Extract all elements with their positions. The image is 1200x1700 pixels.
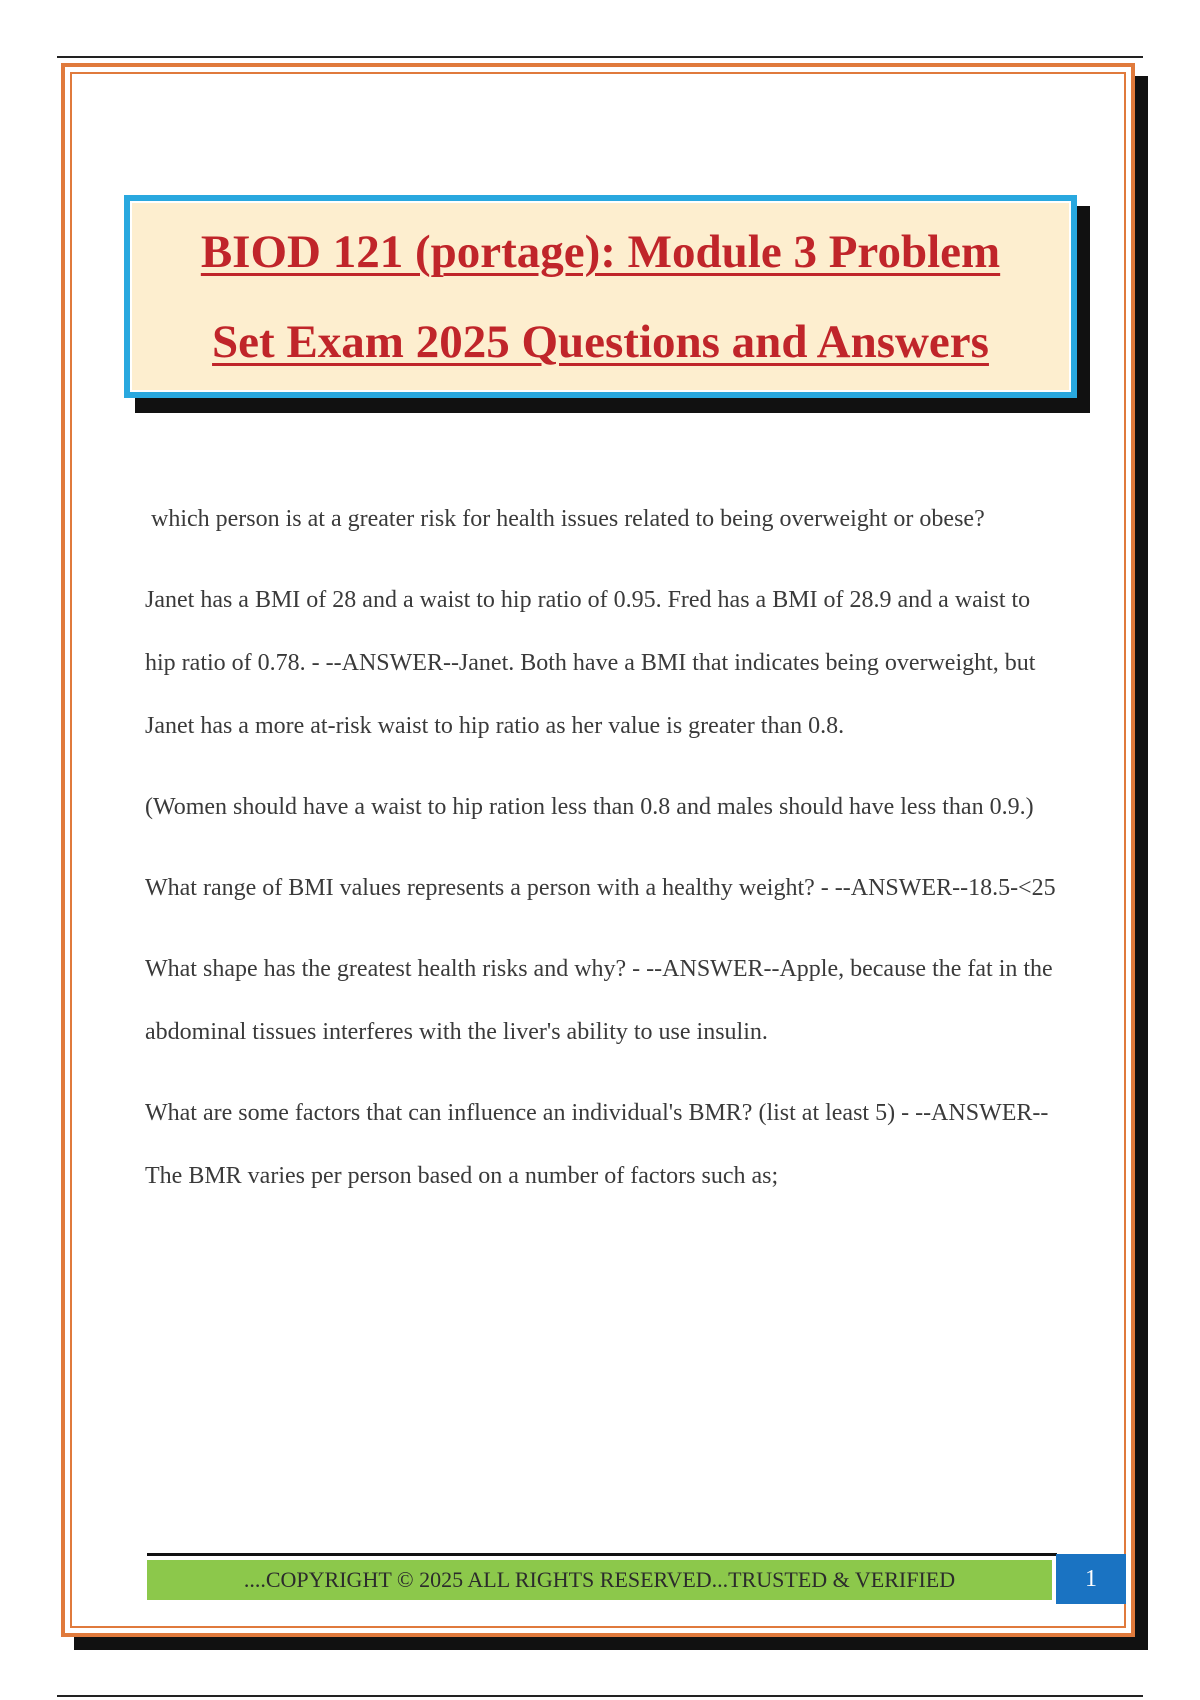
top-rule bbox=[57, 56, 1143, 58]
title-box-inner bbox=[130, 201, 1071, 392]
document-title-line-1: BIOD 121 (portage): Module 3 Problem bbox=[200, 225, 1001, 278]
copyright-text: ....COPYRIGHT © 2025 ALL RIGHTS RESERVED...TRUSTED & VERIFIED bbox=[243, 1567, 956, 1592]
footer-bar bbox=[147, 1560, 1052, 1600]
question-answer-paragraph: What shape has the greatest health risks and why? - --ANSWER--Apple, because the fat in the abdominal tissues interferes with the liver's ability to use insulin. bbox=[145, 956, 1053, 1045]
question-answer-paragraph: What range of BMI values represents a person with a healthy weight? - --ANSWER--18.5-<25 bbox=[145, 875, 1056, 901]
document-title-line-2: Set Exam 2025 Questions and Answers bbox=[212, 315, 989, 368]
page-number: 1 bbox=[1085, 1565, 1097, 1592]
question-answer-paragraph: What are some factors that can influence an individual's BMR? (list at least 5) - --ANSWER--The BMR varies per person based on a number of factors such as; bbox=[145, 1100, 1049, 1189]
title-box bbox=[124, 195, 1077, 398]
footer-rule bbox=[147, 1553, 1057, 1556]
note-paragraph: (Women should have a waist to hip ration less than 0.8 and males should have less than 0.9.) bbox=[145, 794, 1034, 820]
document-body bbox=[145, 488, 1060, 1226]
question-paragraph: which person is at a greater risk for health issues related to being overweight or obese? bbox=[145, 506, 985, 532]
page-number-box bbox=[1056, 1554, 1126, 1604]
answer-paragraph: Janet has a BMI of 28 and a waist to hip ratio of 0.95. Fred has a BMI of 28.9 and a waist to hip ratio of 0.78. - --ANSWER--Janet. Both have a BMI that indicates being overweight, but Janet has a more at-risk waist to hip ratio as her value is greater than 0.8. bbox=[145, 587, 1036, 739]
bottom-rule bbox=[57, 1695, 1143, 1697]
